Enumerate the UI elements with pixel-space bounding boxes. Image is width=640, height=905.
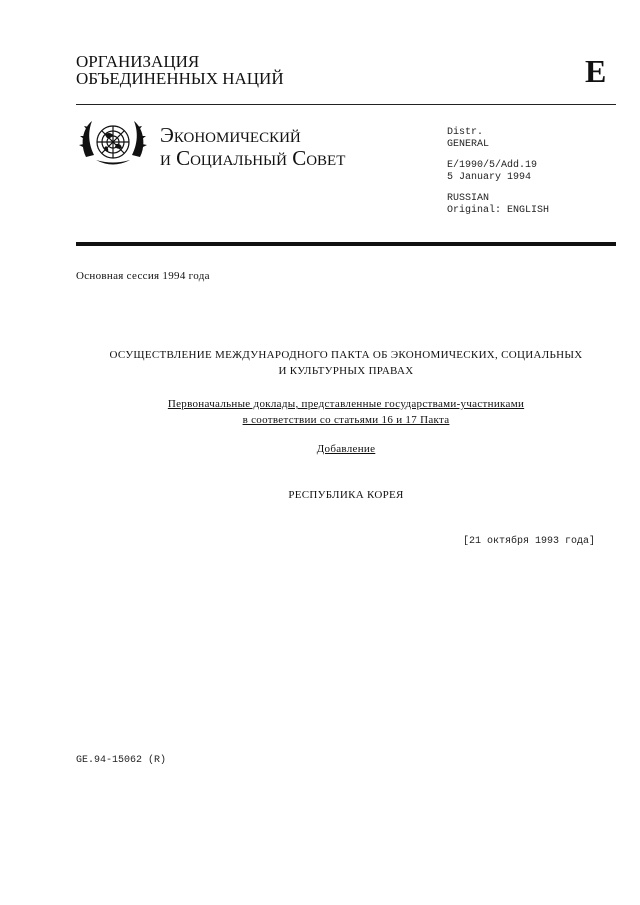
document-subtitle-line2: в соответствии со статьями 16 и 17 Пакта (242, 414, 450, 426)
document-title-line2: И КУЛЬТУРНЫХ ПРАВАХ (278, 365, 414, 377)
organization-name (76, 53, 284, 87)
original-language: Original: ENGLISH (447, 204, 550, 216)
document-symbol: E/1990/5/Add.19 (447, 160, 538, 171)
language-letter: E (585, 53, 607, 89)
organization-name-line2: ОБЪЕДИНЕННЫХ НАЦИЙ (76, 69, 284, 88)
session-line: Основная сессия 1994 года (76, 270, 210, 282)
organization-name-line1: ОРГАНИЗАЦИЯ (76, 52, 200, 71)
document-date: 5 January 1994 (447, 171, 532, 183)
country-name: РЕСПУБЛИКА КОРЕЯ (288, 489, 404, 501)
document-metadata (447, 127, 549, 226)
distribution-label: Distr. (447, 127, 484, 138)
document-title-line1: ОСУЩЕСТВЛЕНИЕ МЕЖДУНАРОДНОГО ПАКТА ОБ ЭКОНОМИЧЕСКИХ, СОЦИАЛЬНЫХ (109, 349, 583, 361)
addendum-label: Добавление (316, 443, 376, 455)
footer-code: GE.94-15062 (R) (76, 755, 167, 766)
document-language: RUSSIAN (447, 193, 490, 204)
council-name-line2: и Социальный Совет (160, 146, 346, 170)
report-date: [21 октября 1993 года] (463, 536, 596, 547)
council-name-line1: Экономический (160, 123, 301, 147)
document-title (76, 347, 616, 379)
un-emblem-icon (78, 113, 148, 173)
council-name (160, 124, 345, 170)
document-subtitle (76, 396, 616, 428)
distribution-value: GENERAL (447, 138, 490, 150)
addendum-heading (76, 441, 616, 457)
header-bottom-rule (76, 242, 616, 246)
header-divider (76, 104, 616, 105)
document-subtitle-line1: Первоначальные доклады, представленные государствами-участниками (167, 398, 525, 410)
